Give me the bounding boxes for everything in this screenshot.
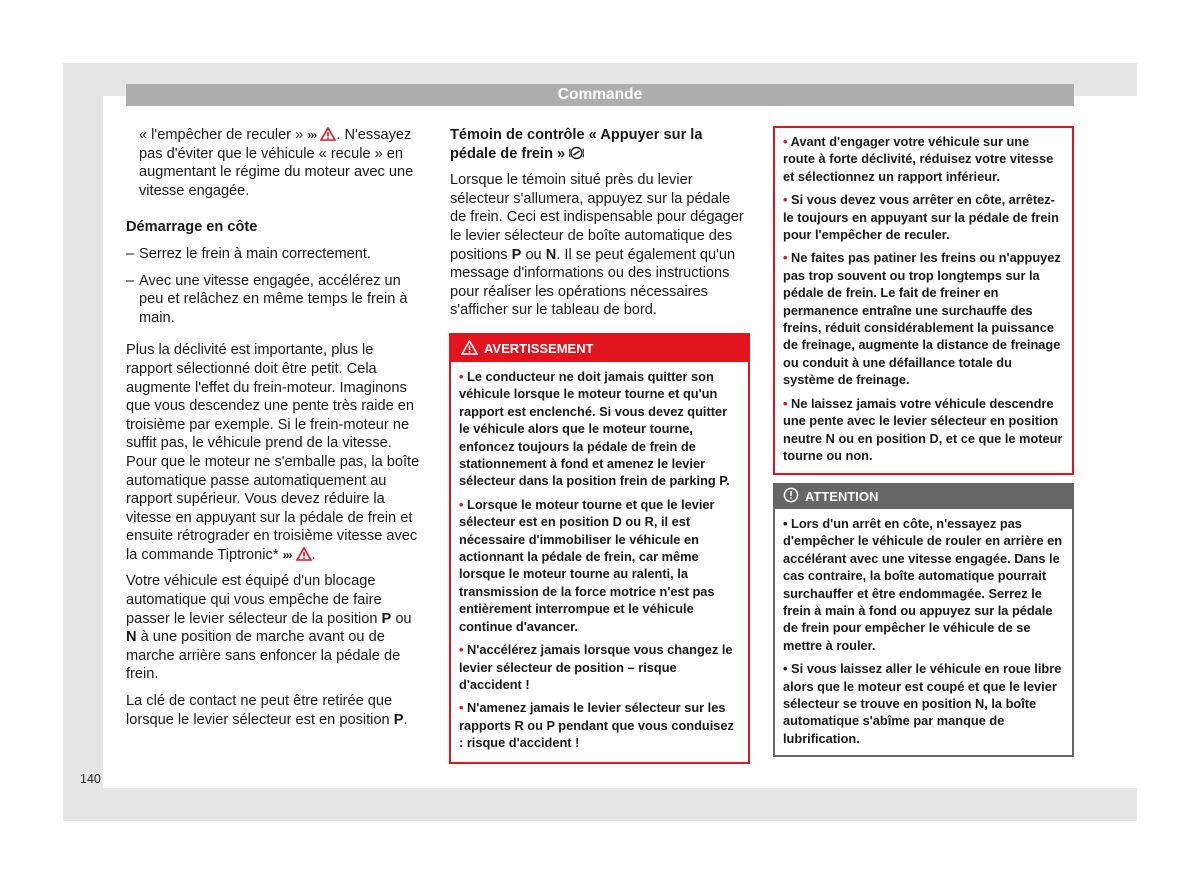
paragraph-lock xyxy=(126,572,422,684)
warning-icon xyxy=(320,127,336,141)
list-item-text: Serrez le frein à main correctement. xyxy=(139,245,371,262)
engine-brake-text: Plus la déclivité est importante, plus le rapport sélectionné doit être petit. Cela augmente l'effet du frein-moteur. Imaginons que vous descendez une pente très raide en troisième par exemple. Si le frein-moteur ne suffit pas, le véhicule prend de la vitesse. Pour que le moteur ne s'emballe pas, la boîte automatique passe automatiquement au rapport supérieur. Vous devez réduire la vitesse en appuyant sur la pédale de frein et ensuite rétrograder en troisième vitesse avec la commande Tiptronic* xyxy=(126,342,420,563)
warning-item-text: Le conducteur ne doit jamais quitter son véhicule lorsque le moteur tourne et qu'un rapport est enclenché. Si vous devez quitter le véhicule alors que le moteur tourne, enfoncez toujours la pédale de frein de stationnement à fond et amenez le levier sélecteur dans la position frein de parking P. xyxy=(459,369,730,489)
bullet-icon: • xyxy=(783,661,788,677)
key-text-end: . xyxy=(403,711,408,728)
warning-body xyxy=(451,362,748,762)
warning-item-text: N'amenez jamais le levier sélecteur sur les rapports R ou P pendant que vous conduisez : risque d'accident ! xyxy=(459,700,734,751)
paragraph-key xyxy=(126,692,422,729)
attention-body xyxy=(775,509,1072,755)
list-item xyxy=(459,699,740,751)
attention-item-text: Si vous laissez aller le véhicule en roue libre alors que le moteur est coupé et que le levier sélecteur se trouve en position N, la boîte automatique s'abîme par manque de lubrification. xyxy=(783,661,1062,746)
bullet-icon: • xyxy=(783,134,788,149)
gear-n: N xyxy=(126,629,137,646)
list-item xyxy=(783,660,1064,747)
warning-item-text: Ne laissez jamais votre véhicule descendre une pente avec le levier sélecteur en position neutre N ou en position D, et ce que le moteur tourne ou non. xyxy=(783,395,1063,463)
bullet-icon: • xyxy=(783,395,788,411)
gear-p: P xyxy=(381,610,392,627)
dash-mark: – xyxy=(126,245,135,262)
subtitle-text: Témoin de contrôle « Appuyer sur la pédale de frein » xyxy=(450,127,703,162)
warning-item-text: Lorsque le moteur tourne et que le levier sélecteur est en position D ou R, il est nécessaire d'immobiliser le véhicule en actionnant la pédale de frein, car même lorsque le moteur tourne au ralenti, la transmission de la force motrice n'est pas entièrement interrompue et le véhicule continue d'avancer. xyxy=(459,496,715,634)
list-item xyxy=(459,496,740,635)
bullet-icon: • xyxy=(459,369,464,384)
chevron-link[interactable]: ››› xyxy=(282,547,292,562)
intro-text-b: . N'essayez pas d'éviter que le véhicule « recule » en augmentant le régime du moteur avec une vitesse engagée. xyxy=(139,127,414,199)
brake-pedal-indicator-icon xyxy=(569,146,584,160)
warning-item-text: Avant d'engager votre véhicule sur une route à forte déclivité, réduisez votre vitesse et sélectionnez un rapport inférieur. xyxy=(783,134,1054,184)
warning-continuation-box xyxy=(773,126,1074,475)
list-item xyxy=(783,133,1064,185)
lock-text-or: ou xyxy=(391,610,412,627)
page-number: 140 xyxy=(80,772,101,786)
indicator-text-or: ou xyxy=(521,246,546,263)
chevron-link[interactable]: ››› xyxy=(307,128,317,142)
warning-header xyxy=(451,335,748,362)
gear-p: P xyxy=(393,711,404,728)
list-item xyxy=(783,249,1064,388)
warning-icon xyxy=(461,340,478,355)
gear-n: N xyxy=(545,246,557,263)
key-text: La clé de contact ne peut être retirée que lorsque le levier sélecteur est en position xyxy=(126,693,394,728)
list-item xyxy=(459,641,740,693)
list-item xyxy=(783,395,1064,465)
column-middle xyxy=(450,126,750,328)
subtitle-brake-indicator xyxy=(450,126,750,163)
bullet-icon: • xyxy=(783,250,788,266)
bullet-icon: • xyxy=(783,192,788,208)
warning-label: AVERTISSEMENT xyxy=(484,341,594,356)
subtitle-hill-start: Démarrage en côte xyxy=(126,219,258,236)
list-item-text: Avec une vitesse engagée, accélérez un peu et relâchez en même temps le frein à main. xyxy=(139,272,408,326)
dash-mark: – xyxy=(126,272,135,289)
bullet-icon: • xyxy=(783,516,788,531)
paragraph-intro xyxy=(126,126,422,200)
gear-p: P xyxy=(511,246,522,263)
exclamation-circle-icon xyxy=(783,487,799,503)
lock-text-a: Votre véhicule est équipé d'un blocage automatique qui vous empêche de faire passer le levier sélecteur de la position xyxy=(126,573,382,627)
attention-header xyxy=(775,485,1072,509)
bullet-icon: • xyxy=(459,642,464,658)
warning-item-text: Si vous devez vous arrêter en côte, arrêtez-le toujours en appuyant sur la pédale de frein pour l'empêcher de reculer. xyxy=(783,192,1059,243)
column-left xyxy=(126,126,422,737)
intro-text-a: « l'empêcher de reculer » xyxy=(139,127,304,143)
list-item xyxy=(783,515,1064,654)
attention-label: ATTENTION xyxy=(805,489,879,504)
warning-item-text: Ne faites pas patiner les freins ou n'appuyez pas trop souvent ou trop longtemps sur la pédale de frein. Le fait de freiner en permanence entraîne une surchauffe des freins, réduit considérablement la puissance de freinage, augmente la distance de freinage ou conduit à une défaillance totale du système de freinage. xyxy=(783,250,1061,388)
indicator-text-a: Lorsque le témoin situé près du levier sélecteur s'allumera, appuyez sur la pédale de frein. Ceci est indispensable pour dégager le levier sélecteur de boîte automatique des positions xyxy=(450,172,744,263)
list-item xyxy=(126,245,422,264)
warning-icon xyxy=(296,547,312,561)
attention-item-text: Lors d'un arrêt en côte, n'essayez pas d'empêcher le véhicule de rouler en arrière en accélérant avec une vitesse engagée. Dans le cas contraire, la boîte automatique pourrait surchauffer et être endommagée. Serrez le frein à main à fond ou appuyez sur la pédale de frein pour empêcher le véhicule de se mettre à rouler. xyxy=(783,516,1063,653)
warning-box xyxy=(449,333,750,764)
list-item xyxy=(783,191,1064,243)
section-header: Commande xyxy=(126,84,1074,106)
bullet-icon: • xyxy=(459,700,464,716)
attention-box xyxy=(773,483,1074,757)
list-item xyxy=(126,272,422,328)
lock-text-b: à une position de marche avant ou de marche arrière sans enfoncer la pédale de frein. xyxy=(126,629,401,683)
list-item xyxy=(459,368,740,490)
indicator-text-b: . Il se peut également qu'un message d'informations ou des instructions pour réaliser les opérations nécessaires s'afficher sur le tableau de bord. xyxy=(450,246,736,319)
paragraph-brake-indicator xyxy=(450,171,750,320)
paragraph-engine-brake: Plus la déclivité est importante, plus le rapport sélectionné doit être petit. Cela augmente l'effet du frein-moteur. Imaginons que vous descendez une pente très raide en troisième par exemple. Si le frein-moteur ne suffit pas, le véhicule prend de la vitesse. Pour que le moteur ne s'emballe pas, la boîte automatique passe automatiquement au rapport supérieur. Vous devez réduire la vitesse en appuyant sur la pédale de frein et ensuite rétrograder en troisième vitesse avec la commande Tiptronic* ››› . xyxy=(126,342,420,563)
warning-item-text: N'accélérez jamais lorsque vous changez le levier sélecteur de position – risque d'accident ! xyxy=(459,642,733,692)
bullet-icon: • xyxy=(459,496,464,512)
